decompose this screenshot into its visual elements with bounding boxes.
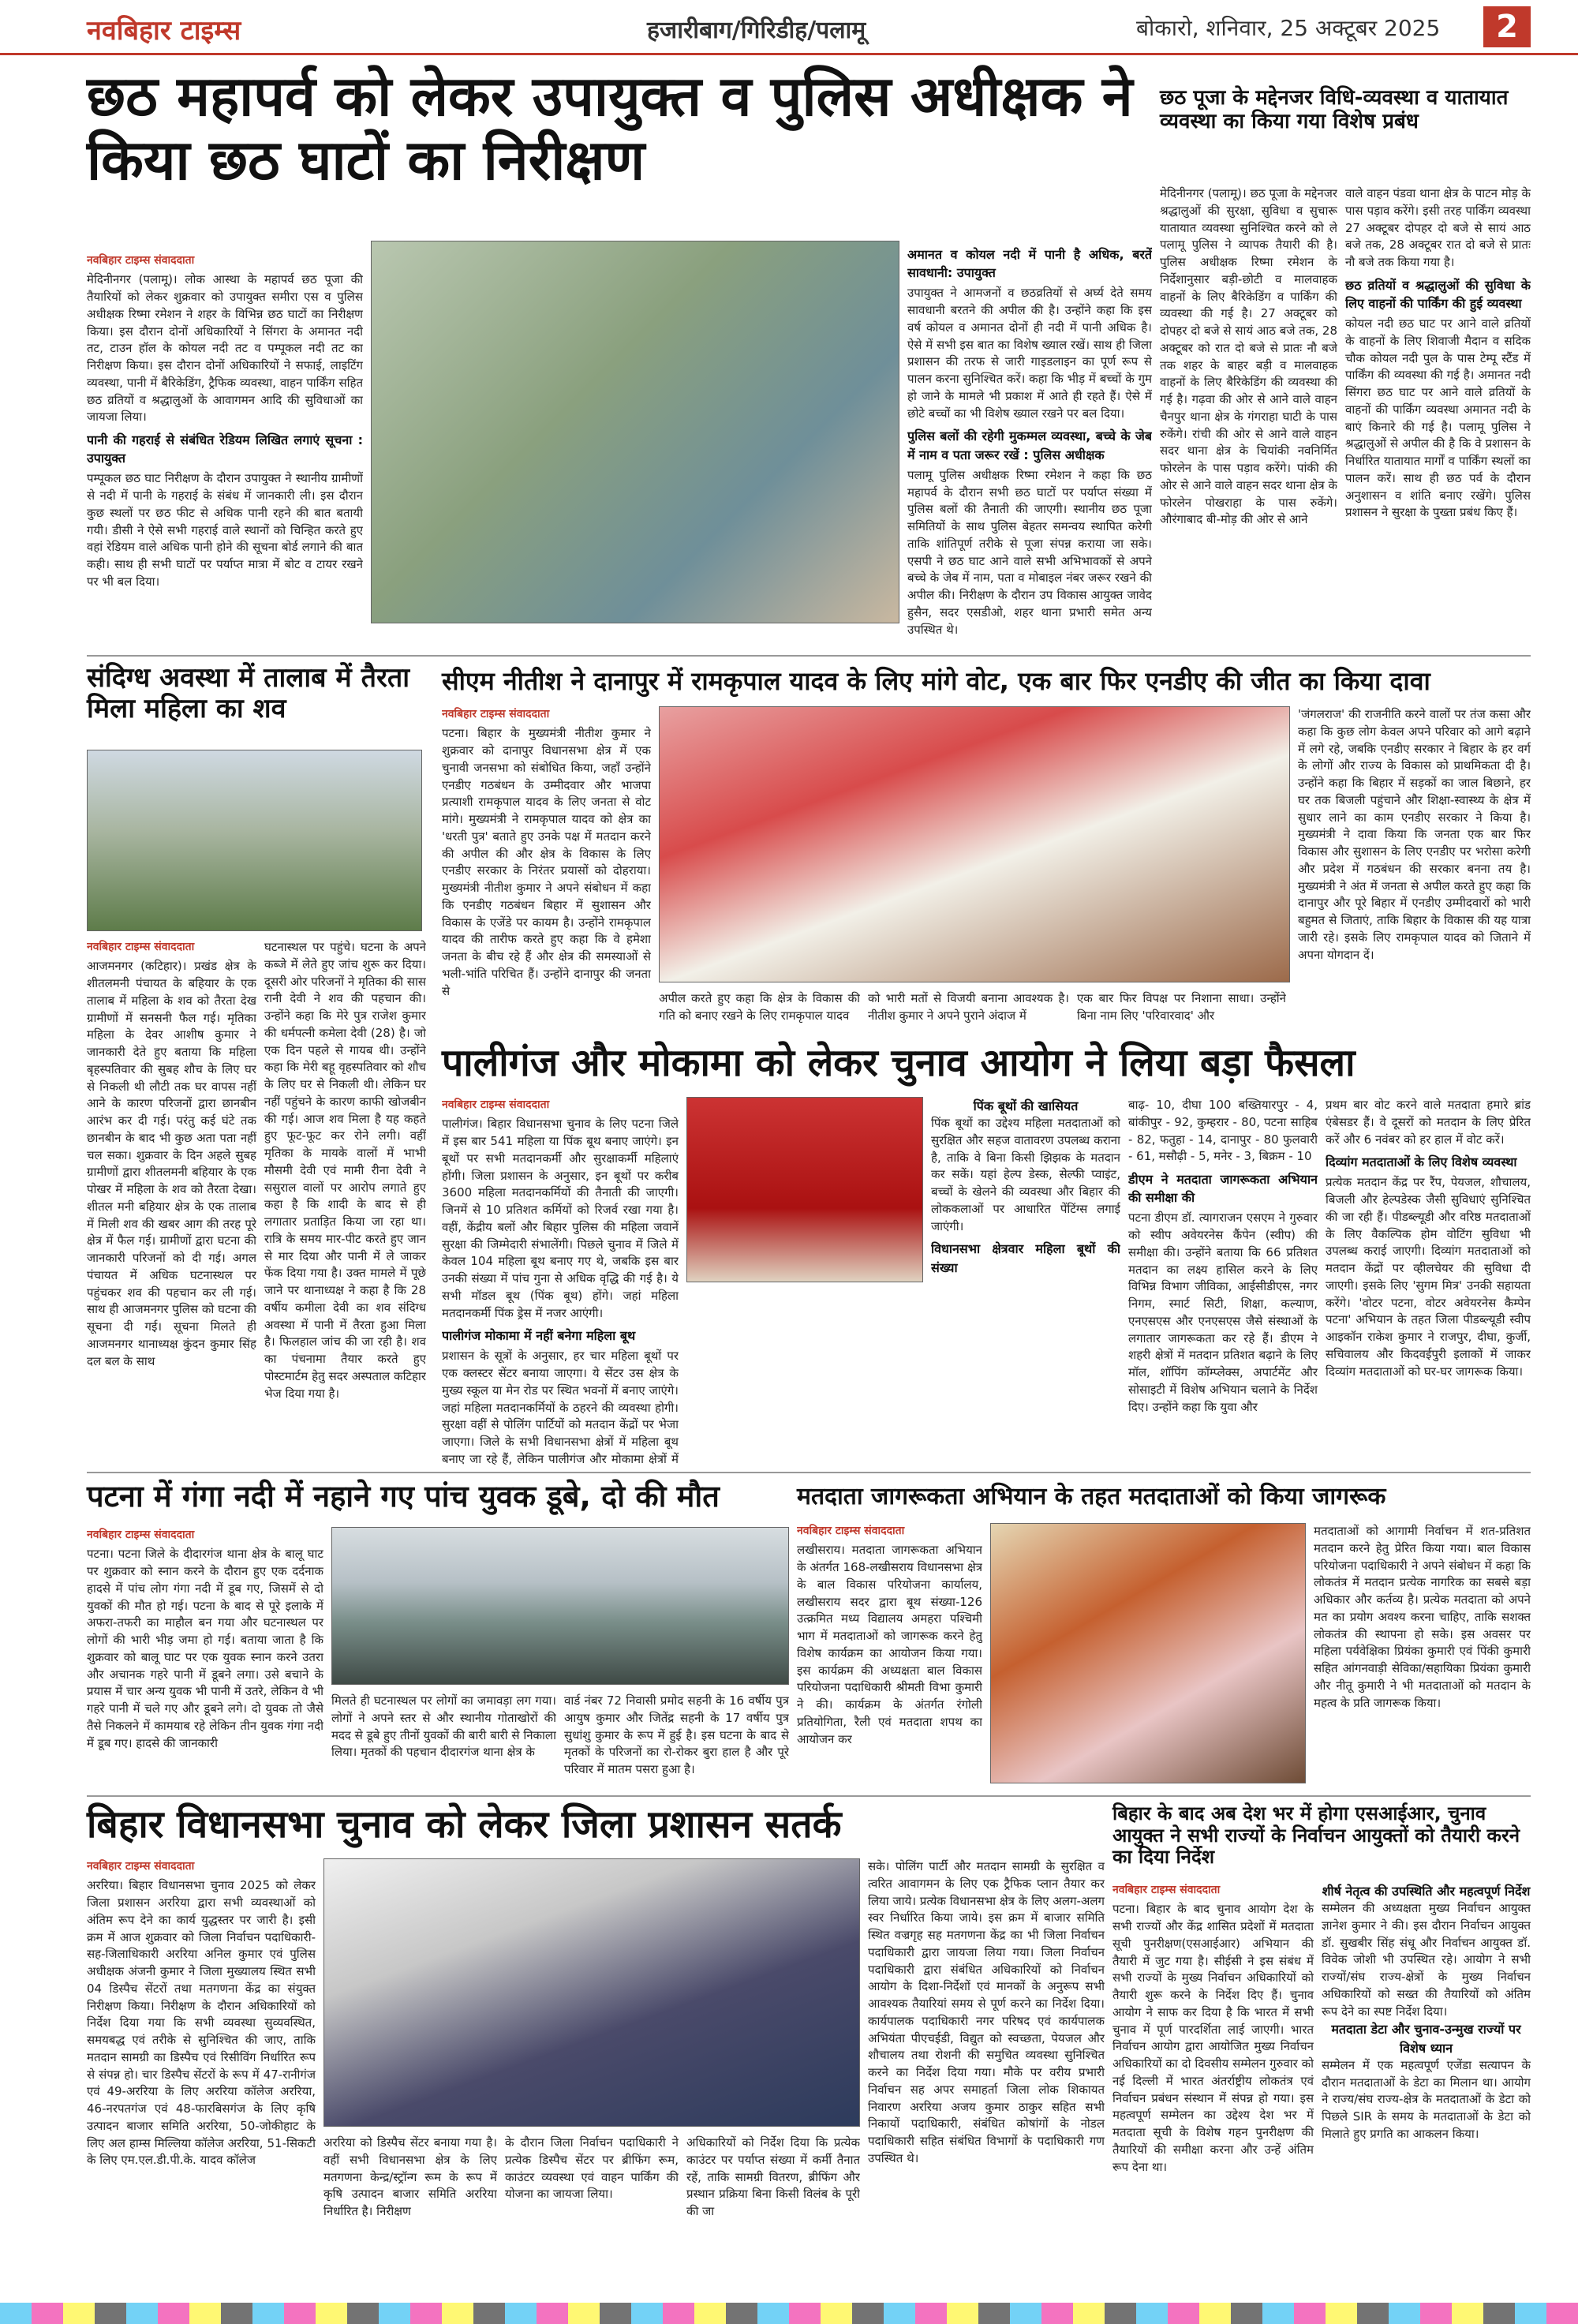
story5-body-5: पटना डीएम डॉ. त्यागराजन एसएम ने गुरुवार को स्वीप अवेयरनेस कैंपेन (स्वीप) की समीक्षा की। उन्होंने बताया कि 66 प्रतिशत मतदान का लक्ष्य हासिल करने के लिए विभिन्न विभाग जीविका, आईसीडीएस, नगर निगम, स्मार्ट सिटी, शिक्षा, कल्याण, एनएसएस और एनएसएस जैसे संस्थाओं के लगातार जागरूकता कर रहे हैं। डीएम ने शहरी क्षेत्रों में मतदान प्रतिशत बढ़ाने के लिए मॉल, शॉपिंग कॉम्प्लेक्स, अपार्टमेंट और सोसाइटी में विशेष अभियान चलाने के निर्देश दिए। उन्होंने कहा कि युवा और bbox=[1128, 1211, 1318, 1414]
story8-caption-col-1 bbox=[323, 2135, 497, 2288]
story5-subhead-5: दिव्यांग मतदाताओं के लिए विशेष व्यवस्था bbox=[1326, 1155, 1517, 1170]
story5-body-4: बाढ़- 10, दीघा 100 बख्तियारपुर - 4, बांकीपुर - 92, कुम्हरार - 80, पटना साहिब - 82, फतुहा - 14, दानापुर - 80 फुलवारी - 61, मसौढ़ी - 5, मनेर - 3, बिक्रम - 10 bbox=[1128, 1098, 1318, 1164]
story5-photo bbox=[686, 1097, 923, 1282]
story8-photo bbox=[323, 1858, 860, 2127]
story6-body-2: मिलते ही घटनास्थल पर लोगों का जमावड़ा लग गया। लोगों ने अपने स्तर से और स्थानीय गोताखोरों की मदद से डूबे हुए तीनों युवकों की बारी बारी से निकाला लिया। मृतकों की पहचान दीदारगंज थाना क्षेत्र के bbox=[331, 1693, 556, 1760]
story6-headline: पटना में गंगा नदी में नहाने गए पांच युवक डूबे, दो की मौत bbox=[87, 1479, 720, 1514]
story5-byline: नवबिहार टाइम्स संवाददाता bbox=[442, 1098, 550, 1111]
story3-column-1 bbox=[87, 939, 256, 1468]
story5-body-2: प्रशासन के सूत्रों के अनुसार, हर चार महिला बूथों पर एक क्लस्टर सेंटर बनाया जाएगा। ये सेंटर उस क्षेत्र के मुख्य स्कूल या मेन रोड पर स्थित भवनों में बनाए जाएंगे। जहां महिला मतदानकर्मियों के ठहरने की व्यवस्था होगी। सुरक्षा वहीं से पोलिंग पार्टियों को मतदान केंद्रों पर भेजा जाएगा। जिले के सभी विधानसभा क्षेत्रों में महिला बूथ बनाए जा रहे हैं, लेकिन पालीगंज और मोकामा क्षेत्रों में bbox=[442, 1349, 679, 1466]
story9-byline: नवबिहार टाइम्स संवाददाता bbox=[1112, 1884, 1221, 1896]
story1-byline: नवबिहार टाइम्स संवाददाता bbox=[87, 254, 195, 267]
story7-column-1 bbox=[797, 1523, 982, 1791]
story1-photo bbox=[371, 241, 899, 623]
story1-body-4: पलामू पुलिस अधीक्षक रिष्मा रमेशन ने कहा कि छठ महापर्व के दौरान सभी छठ घाटों पर पर्याप्त संख्या में पुलिस बलों की तैनाती की जाएगी। स्थानीय छठ पूजा समितियों के साथ पुलिस बेहतर समन्वय स्थापित करेगी ताकि शांतिपूर्ण तरीके से पूजा संपन्न कराया जा सके। एसपी ने छठ घाट आने वाले सभी अभिभावकों से अपने बच्चे के जेब में नाम, पता व मोबाइल नंबर जरूर रखने की अपील की। निरीक्षण के दौरान उप विकास आयुक्त जावेद हुसैन, सदर एसडीओ, शहर थाना प्रभारी समेत अन्य उपस्थित थे। bbox=[907, 467, 1152, 637]
story8-caption-col-2 bbox=[505, 2135, 679, 2288]
story2-body-1: मेदिनीनगर (पलामू)। छठ पूजा के मद्देनजर श्रद्धालुओं की सुरक्षा, सुविधा व सुचारू यातायात व्यवस्था सुनिश्चित करने को ले पलामू पुलिस ने व्यापक तैयारी की है। पुलिस अधीक्षक रिष्मा रमेशन के निर्देशानुसार बड़ी-छोटी व मालवाहक वाहनों के लिए बैरिकेडिंग व पार्किंग की व्यवस्था की गई है। 27 अक्टूबर को दोपहर दो बजे से सायं आठ बजे तक, 28 अक्टूबर को रात दो बजे से प्रातः नौ बजे तक शहर के बाहर बड़ी व मालवाहक वाहनों के लिए बैरिकेडिंग की व्यवस्था की गई है। गढ़वा की ओर से आने वाले वाहन चैनपुर थाना क्षेत्र के गंगराहा घाटी के पास रुकेंगे। रांची की ओर से आने वाले वाहन सदर थाना क्षेत्र के चियांकी नवनिर्मित फोरलेन के पास पड़ाव करेंगे। पांकी की ओर से आने वाले वाहन सदर थाना क्षेत्र के फोरलेन पोखराहा के पास रुकेंगे। औरंगाबाद बी-मोड़ की ओर से आने bbox=[1160, 186, 1337, 527]
story1-subhead-3: पुलिस बलों की रहेगी मुकम्मल व्यवस्था, बच्चे के जेब में नाम व पता जरूर रखें : पुलिस अधीक्षक bbox=[907, 428, 1152, 462]
story4-caption-1: अपील करते हुए कहा कि क्षेत्र के विकास की गति को बनाए रखने के लिए रामकृपाल यादव bbox=[659, 991, 860, 1023]
story1-subhead-1: पानी की गहराई से संबंधित रेडियम लिखित लगाएं सूचना : उपायुक्त bbox=[87, 432, 363, 466]
story3-headline: संदिग्ध अवस्था में तालाब में तैरता मिला महिला का शव bbox=[87, 662, 410, 725]
story7-byline: नवबिहार टाइम्स संवाददाता bbox=[797, 1525, 905, 1537]
story4-body-1: पटना। बिहार के मुख्यमंत्री नीतीश कुमार ने शुक्रवार को दानापुर विधानसभा क्षेत्र में एक चुनावी जनसभा को संबोधित किया, जहाँ उन्होंने एनडीए गठबंधन के उम्मीदवार और भाजपा प्रत्याशी रामकृपाल यादव के लिए जनता से वोट मांगे। मुख्यमंत्री ने रामकृपाल यादव को क्षेत्र का 'धरती पुत्र' बताते हुए उनके पक्ष में मतदान करने की अपील की और क्षेत्र के विकास के लिए एनडीए सरकार के निरंतर प्रयासों को दोहराया। मुख्यमंत्री नीतीश कुमार ने अपने संबोधन में कहा कि एनडीए गठबंधन बिहार में सुशासन और विकास के एजेंडे पर कायम है। उन्होंने रामकृपाल यादव की तारीफ करते हुए कहा कि वे हमेशा जनता के बीच रहे हैं और क्षेत्र की समस्याओं से भली-भांति परिचित हैं। उन्होंने दानापुर की जनता से bbox=[442, 726, 651, 998]
story1-body-2: पम्पूकल छठ घाट निरीक्षण के दौरान उपायुक्त ने स्थानीय ग्रामीणों से नदी में पानी के गहराई के संबंध में जानकारी ली। इस दौरान कुछ स्थलों पर छठ फीट से अधिक पानी रहने की बात बतायी गयी। डीसी ने ऐसे सभी गहराई वाले स्थानों को चिन्हित करते हुए वहां रेडियम वाले अधिक पानी होने की सूचना बोर्ड लगाने की बात कही। साथ ही सभी घाटों पर पर्याप्त मात्रा में बोट व टायर रखने पर भी बल दिया। bbox=[87, 471, 363, 589]
story9-column-2 bbox=[1322, 1882, 1531, 2288]
story3-body-1: आजमनगर (कटिहार)। प्रखंड क्षेत्र के शीतलमनी पंचायत के बहियार के एक तालाब में महिला के शव को तैरता देख ग्रामीणों में सनसनी फैल गई। मृतिका महिला के देवर आशीष कुमार ने जानकारी देते हुए बताया कि महिला बृहस्पतिवार की सुबह शौच के लिए घर से निकली थी लौटी तक घर वापस नहीं आने के कारण परिजनों द्वारा छानबीन आरंभ कर दी गई। परंतु कई घंटे तक छानबीन के बाद भी कुछ अता पता नहीं चल सका। शुक्रवार के दिन अहले सुबह ग्रामीणों द्वारा शीतलमनी बहियार के एक पोखर में महिला के शव को तैरता देखा। शीतल मनी बहियार क्षेत्र के एक तालाब में मिली शव की खबर आग की तरह पूरे क्षेत्र में फैल गई। ग्रामीणों द्वारा घटना की जानकारी परिजनों को दी गई। अगल पंचायत में अधिक घटनास्थल पर पहुंचकर शव की पहचान कर ली गई। साथ ही आजमनगर पुलिस को घटना की सूचना दी गई। सूचना मिलते ही आजमनगर थानाध्यक्ष कुंदन कुमार सिंह दल बल के साथ bbox=[87, 959, 256, 1368]
story7-body-1: लखीसराय। मतदाता जागरूकता अभियान के अंतर्गत 168-लखीसराय विधानसभा क्षेत्र के बाल विकास परियोजना कार्यालय, लखीसराय सदर द्वारा बूथ संख्या-126 उत्क्रमित मध्य विद्यालय अमहरा पश्चिमी भाग में मतदाताओं को जागरूक करने हेतु विशेष कार्यक्रम का आयोजन किया गया। इस कार्यक्रम की अध्यक्षता बाल विकास परियोजना पदाधिकारी श्रीमती विभा कुमारी ने की। कार्यक्रम के अंतर्गत रंगोली प्रतियोगिता, रैली एवं मतदाता शपथ का आयोजन कर bbox=[797, 1543, 982, 1746]
story8-byline: नवबिहार टाइम्स संवाददाता bbox=[87, 1860, 195, 1873]
story8-caption-col-3 bbox=[686, 2135, 860, 2288]
story9-body-3: सम्मेलन में एक महत्वपूर्ण एजेंडा सत्यापन के दौरान मतदाताओं के डेटा का मिलान था। आयोग ने राज्य/संघ राज्य-क्षेत्र के मतदाताओं के डेटा को पिछले SIR के समय के मतदाताओं के डेटा को मिलाते हुए प्रगति का आकलन किया। bbox=[1322, 2057, 1531, 2141]
story5-subhead-3: विधानसभा क्षेत्रवार महिला बूथों की संख्या bbox=[931, 1241, 1120, 1275]
story9-column-1 bbox=[1112, 1882, 1314, 2288]
rule-1 bbox=[87, 655, 1531, 657]
story6-byline: नवबिहार टाइम्स संवाददाता bbox=[87, 1529, 195, 1541]
edition-date: बोकारो, शनिवार, 25 अक्टूबर 2025 bbox=[1136, 15, 1441, 41]
story3-photo bbox=[87, 750, 422, 931]
story7-headline: मतदाता जागरूकता अभियान के तहत मतदाताओं को किया जागरूक bbox=[797, 1483, 1386, 1510]
story5-headline: पालीगंज और मोकामा को लेकर चुनाव आयोग ने लिया बड़ा फैसला bbox=[442, 1041, 1356, 1085]
story5-body-6: प्रथम बार वोट करने वाले मतदाता हमारे ब्रांड एंबेसडर हैं। वे दूसरों को मतदान के लिए प्रेरित करें और 6 नवंबर को हर हाल में वोट करें। bbox=[1326, 1098, 1531, 1147]
story4-body-2: 'जंगलराज' की राजनीति करने वालों पर तंज कसा और कहा कि कुछ लोग केवल अपने परिवार को आगे बढ़ाने में लगे रहे, जबकि एनडीए सरकार ने बिहार के हर वर्ग के लोगों और राज्य के विकास को प्राथमिकता दी है। उन्होंने कहा कि बिहार में सड़कों का जाल बिछाने, हर घर तक बिजली पहुंचाने और शिक्षा-स्वास्थ्य के क्षेत्र में सुधार लाने का काम एनडीए सरकार ने किया है। मुख्यमंत्री ने दावा किया कि जनता एक बार फिर विकास और सुशासन के लिए एनडीए पर भरोसा करेगी और प्रदेश में गठबंधन की सरकार बनना तय है। मुख्यमंत्री ने अंत में जनता से अपील करते हुए कहा कि दानापुर और पूरे बिहार में एनडीए उम्मीदवारों को भारी बहुमत से जिताएं, ताकि बिहार के विकास की यह यात्रा जारी रहे। इसके लिए रामकृपाल यादव को जिताने में अपना योगदान दें। bbox=[1298, 707, 1531, 962]
story8-column-2 bbox=[868, 1858, 1105, 2288]
story6-body-3: वार्ड नंबर 72 निवासी प्रमोद सहनी के 16 वर्षीय पुत्र आयुष कुमार और जितेंद्र सहनी के 17 वर्षीय पुत्र सुधांशु कुमार के रूप में हुई है। इस घटना के बाद से मृतकों के परिजनों का रो-रोकर बुरा हाल है और पूरे परिवार में मातम पसरा हुआ है। bbox=[564, 1693, 789, 1776]
story3-column-2 bbox=[264, 939, 426, 1468]
story1-headline: छठ महापर्व को लेकर उपायुक्त व पुलिस अधीक्षक ने किया छठ घाटों का निरीक्षण bbox=[87, 64, 1133, 193]
edition-region: हजारीबाग/गिरिडीह/पलामू bbox=[647, 17, 866, 44]
story5-subhead-1: पालीगंज मोकामा में नहीं बनेगा महिला बूथ bbox=[442, 1328, 636, 1344]
story2-column-2 bbox=[1345, 185, 1531, 651]
story6-photo bbox=[331, 1527, 789, 1685]
rule-4 bbox=[87, 1795, 1531, 1797]
story5-subhead-2: पिंक बूथों की खासियत bbox=[973, 1098, 1079, 1113]
story8-headline: बिहार विधानसभा चुनाव को लेकर जिला प्रशासन सतर्क bbox=[87, 1802, 842, 1847]
story7-photo bbox=[990, 1523, 1306, 1783]
story3-byline: नवबिहार टाइम्स संवाददाता bbox=[87, 941, 195, 953]
story4-caption-2: को भारी मतों से विजयी बनाना आवश्यक है। नीतीश कुमार ने अपने पुराने अंदाज में bbox=[868, 991, 1069, 1023]
story8-body-2: सके। पोलिंग पार्टी और मतदान सामग्री के सुरक्षित व त्वरित आवागमन के लिए एक ट्रैफिक प्लान तैयार कर लिया जाये। प्रत्येक विधानसभा क्षेत्र के लिए अलग-अलग स्वर निर्धारित किया जाये। इस क्रम में बाजार समिति स्थित वज्रगृह सह मतगणना केंद्र का भी जिला निर्वाचन पदाधिकारी द्वारा जायजा लिया गया। जिला निर्वाचन पदाधिकारी द्वारा संबंधित अधिकारियों को निर्वाचन आयोग के दिशा-निर्देशों एवं मानकों के अनुरूप सभी आवश्यक तैयारियां समय से पूर्ण करने का निर्देश दिया। कार्यपालक पदाधिकारी नगर परिषद एवं कार्यपालक अभियंता पीएचईडी, विद्युत को स्वच्छता, पेयजल और शौचालय तथा रोशनी की समुचित व्यवस्था सुनिश्चित करने का निर्देश दिया गया। मौके पर वरीय प्रभारी निर्वाचन सह अपर समाहर्ता जिला लोक शिकायत निवारण अररिया अजय कुमार ठाकुर सहित सभी निकायों पदाधिकारी, संबंधित कोषांगों के नोडल पदाधिकारी सहित संबंधित विभागों के पदाधिकारी गण उपस्थित थे। bbox=[868, 1859, 1105, 2165]
story5-column-2 bbox=[931, 1097, 1120, 1468]
story9-headline: बिहार के बाद अब देश भर में होगा एसआईआर, चुनाव आयुक्त ने सभी राज्यों के निर्वाचन आयुक्तों को तैयारी करने का दिया निर्देश bbox=[1112, 1802, 1520, 1869]
story7-column-2 bbox=[1314, 1523, 1531, 1791]
story8-body-1: अररिया। बिहार विधानसभा चुनाव 2025 को लेकर जिला प्रशासन अररिया द्वारा सभी व्यवस्थाओं को अंतिम रूप देने का कार्य युद्धस्तर पर जारी है। इसी क्रम में आज शुक्रवार को जिला निर्वाचन पदाधिकारी-सह-जिलाधिकारी अररिया अनिल कुमार एवं पुलिस अधीक्षक अंजनी कुमार ने जिला मुख्यालय स्थित सभी 04 डिस्पैच सेंटरों तथा मतगणना केंद्र का संयुक्त निरीक्षण किया। निरीक्षण के दौरान अधिकारियों को निर्देश दिया गया कि सभी व्यवस्था सुव्यवस्थित, समयबद्ध एवं तरीके से सुनिश्चित की जाए, ताकि मतदान सामग्री का डिस्पैच एवं रिसीविंग निर्धारित रूप से संपन्न हो। चार डिस्पैच सेंटरों के रूप में 47-रानीगंज एवं 49-अररिया के लिए अररिया कॉलेज अररिया, 46-नरपतगंज एवं 48-फारबिसगंज के लिए कृषि उत्पादन बाजार समिति अररिया, 50-जोकीहाट के लिए अल हाम्स मिल्लिया कॉलेज अररिया, 51-सिकटी के लिए एम.एल.डी.पी.के. यादव कॉलेज bbox=[87, 1878, 316, 2168]
story2-headline: छठ पूजा के मद्देनजर विधि-व्यवस्था व यातायात व्यवस्था का किया गया विशेष प्रबंध bbox=[1160, 86, 1509, 133]
story9-subhead-1: शीर्ष नेतृत्व की उपस्थिति और महत्वपूर्ण निर्देश bbox=[1322, 1884, 1531, 1899]
story5-subhead-4: डीएम ने मतदाता जागरूकता अभियान की समीक्षा की bbox=[1128, 1172, 1318, 1206]
story5-column-1 bbox=[442, 1097, 679, 1468]
story9-body-2: सम्मेलन की अध्यक्षता मुख्य निर्वाचन आयुक्त ज्ञानेश कुमार ने की। इस दौरान निर्वाचन आयुक्त डॉ. सुखबीर सिंह संधू और निर्वाचन आयुक्त डॉ. विवेक जोशी भी उपस्थित रहे। आयोग ने सभी राज्यों/संघ राज्य-क्षेत्रों के मुख्य निर्वाचन अधिकारियों को सख्त की तैयारियों को अंतिम रूप देने का स्पष्ट निर्देश दिया। bbox=[1322, 1901, 1531, 2019]
story2-body-2: वाले वाहन पंडवा थाना क्षेत्र के पाटन मोड़ के पास पड़ाव करेंगे। इसी तरह पार्किंग व्यवस्था 27 अक्टूबर दोपहर दो बजे से सायं आठ बजे तक, 28 अक्टूबर रात दो बजे से प्रातः नौ बजे तक किया गया है। bbox=[1345, 186, 1531, 269]
story2-subhead: छठ व्रतियों व श्रद्धालुओं की सुविधा के लिए वाहनों की पार्किंग की हुई व्यवस्था bbox=[1345, 277, 1531, 311]
story5-body-7: प्रत्येक मतदान केंद्र पर रैंप, पेयजल, शौचालय, बिजली और हेल्पडेस्क जैसी सुविधाएं सुनिश्चित की जा रही हैं। पीडब्ल्यूडी और वरिष्ठ मतदाताओं के लिए वैकल्पिक होम वोटिंग सुविधा भी उपलब्ध कराई जाएगी। दिव्यांग मतदाताओं को मतदान केंद्रों पर व्हीलचेयर की सुविधा दी जाएगी। इसके लिए 'सुगम मित्र' उनकी सहायता करेंगे। 'वोटर पटना, वोटर अवेयरनेस कैम्पेन पटना' अभियान के तहत जिला पीडब्ल्यूडी स्वीप आइकॉन राकेश कुमार ने राजपुर, दीघा, कुर्जी, सचिवालय और किदवईपुरी इलाकों में जाकर दिव्यांग मतदाताओं को घर-घर जागरूक किया। bbox=[1326, 1175, 1531, 1379]
story8-column-1 bbox=[87, 1858, 316, 2288]
story8-caption-3: अधिकारियों को निर्देश दिया कि प्रत्येक काउंटर पर पर्याप्त संख्या में कर्मी तैनात रहें, ताकि सामग्री वितरण, ब्रीफिंग और प्रस्थान प्रक्रिया बिना किसी विलंब के पूरी की जा bbox=[686, 2135, 860, 2218]
story2-body-3: कोयल नदी छठ घाट पर आने वाले व्रतियों के वाहनों के लिए शिवाजी मैदान व सदिक चौक कोयल नदी पुल के पास टेम्पू स्टैंड में पार्किंग की व्यवस्था की गई है। अमानत नदी सिंगरा छठ घाट पर आने वाले व्रतियों के वाहनों की पार्किंग व्यवस्था अमानत नदी के बाएं किनारे की गई है। पलामू पुलिस ने श्रद्धालुओं से अपील की है कि वे प्रशासन के निर्धारित यातायात मार्गों व पार्किंग स्थलों का पालन करें। साथ ही छठ पर्व के दौरान अनुशासन व शांति बनाए रखेंगे। पुलिस प्रशासन ने सुरक्षा के पुख्ता प्रबंध किए हैं। bbox=[1345, 316, 1531, 520]
story5-body-1: पालीगंज। बिहार विधानसभा चुनाव के लिए पटना जिले में इस बार 541 महिला या पिंक बूथ बनाए जाएंगे। इन बूथों पर सभी मतदानकर्मी और सुरक्षाकर्मी महिलाएं होंगी। जिला प्रशासन के अनुसार, इन बूथों पर करीब 3600 महिला मतदानकर्मियों की तैनाती की जाएगी। जिनमें से 10 प्रतिशत कर्मियों को रिजर्व रखा गया है। वहीं, केंद्रीय बलों और बिहार पुलिस की महिला जवानें सुरक्षा की जिम्मेदारी संभालेंगी। पिछले चुनाव में जिले में केवल 104 महिला बूथ बनाए गए थे, जबकि इस बार उनकी संख्या में पांच गुना से अधिक वृद्धि की गई है। ये सभी मॉडल बूथ (पिंक बूथ) होंगे। जहां महिला मतदानकर्मी पिंक ड्रेस में नजर आएंगी। bbox=[442, 1117, 679, 1320]
story1-column-2 bbox=[907, 241, 1152, 651]
story3-body-2: घटनास्थल पर पहुंचे। घटना के अपने कब्जे में लेते हुए जांच शुरू कर दिया। दूसरी ओर परिजनों ने मृतिका की सास रानी देवी ने शव की पहचान की। उन्होंने कहा कि मेरे पुत्र राजेश कुमार की धर्मपत्नी कमेला देवी (28) है। जो एक दिन पहले से गायब थी। उन्होंने कहा कि मेरी बहू वृहस्पतिवार को शौच के लिए घर से निकली थी। लेकिन घर नहीं पहुंचने के कारण काफी खोजबीन की गई। आज शव मिला है यह कहते हुए फूट-फूट कर रोने लगी। वहीं मृतिका के मायके वालों में भाभी मौसमी देवी एवं मामी रीना देवी ने ससुराल वालों पर आरोप लगाते हुए कहा है कि शादी के बाद से ही लगातार प्रताड़ित किया जा रहा था। रात्रि के समय मार-पीट करते हुए जान से मार दिया और पानी में ले जाकर फेंक दिया गया है। उक्त मामले में पूछे जाने पर थानाध्यक्ष ने कहा है कि 28 वर्षीय कमीला देवी का शव संदिग्ध अवस्था में पानी में तैरता हुआ मिला है। फिलहाल जांच की जा रही है। शव का पंचनामा तैयार करते हुए पोस्टमार्टम हेतु सदर अस्पताल कटिहार भेज दिया गया है। bbox=[264, 940, 426, 1401]
story1-column-1 bbox=[87, 253, 363, 647]
story6-column-3 bbox=[564, 1693, 789, 1791]
newspaper-brand: नवबिहार टाइम्स bbox=[87, 15, 241, 47]
story4-headline: सीएम नीतीश ने दानापुर में रामकृपाल यादव के लिए मांगे वोट, एक बार फिर एनडीए की जीत का किया दावा bbox=[442, 666, 1430, 696]
story8-caption-1: अररिया को डिस्पैच सेंटर बनाया गया है। वहीं सभी विधानसभा क्षेत्र के लिए मतगणना केन्द्र/स्ट्रॉन्ग रूम के रूप में कृषि उत्पादन बाजार समिति अररिया निर्धारित है। निरीक्षण bbox=[323, 2135, 497, 2218]
story2-column-1 bbox=[1160, 185, 1337, 651]
page-number: 2 bbox=[1483, 6, 1531, 47]
story7-body-2: मतदाताओं को आगामी निर्वाचन में शत-प्रतिशत मतदान करने हेतु प्रेरित किया गया। बाल विकास परियोजना पदाधिकारी ने अपने संबोधन में कहा कि लोकतंत्र में मतदान प्रत्येक नागरिक का सबसे बड़ा अधिकार और कर्तव्य है। प्रत्येक मतदाता को अपने मत का प्रयोग अवश्य करना चाहिए, ताकि सशक्त लोकतंत्र की स्थापना हो सके। इस अवसर पर महिला पर्यवेक्षिका प्रियंका कुमारी एवं पिंकी कुमारी सहित आंगनवाड़ी सेविका/सहायिका प्रियंका कुमारी और नीतू कुमारी ने भी मतदाताओं को मतदान के महत्व के प्रति जागरूक किया। bbox=[1314, 1524, 1531, 1710]
story4-photo bbox=[659, 706, 1290, 982]
rule-3 bbox=[87, 1472, 1531, 1473]
print-color-strip bbox=[0, 2303, 1578, 2324]
story4-byline: नवबिहार टाइम्स संवाददाता bbox=[442, 708, 550, 720]
story5-column-3 bbox=[1128, 1097, 1318, 1468]
story1-subhead-2: अमानत व कोयल नदी में पानी है अधिक, बरतें सावधानी: उपायुक्त bbox=[907, 247, 1152, 281]
story5-body-3: पिंक बूथों का उद्देश्य महिला मतदाताओं को सुरक्षित और सहज वातावरण उपलब्ध कराना है, ताकि वे बिना किसी झिझक के मतदान कर सकें। यहां हेल्प डेस्क, सेल्फी प्वाइंट, बच्चों के खेलने की व्यवस्था और बिहार की लोककलाओं पर आधारित पेंटिंग्स लगाई जाएंगी। bbox=[931, 1116, 1120, 1233]
story1-body-1: मेदिनीनगर (पलामू)। लोक आस्था के महापर्व छठ पूजा की तैयारियों को लेकर शुक्रवार को उपायुक्त समीरा एस व पुलिस अधीक्षक रिष्मा रमेशन ने शहर के विभिन्न छठ घाटों का निरीक्षण किया। इस दौरान दोनों अधिकारियों ने सिंगरा के अमानत नदी तट, टाउन हॉल के कोयल नदी तट व पम्पूकल नदी तट का निरीक्षण किया। इस दौरान दोनों अधिकारियों ने सफाई, लाइटिंग व्यवस्था, पानी में बैरिकेडिंग, ट्रैफिक व्यवस्था, वाहन पार्किंग सहित छठ व्रतियों व श्रद्धालुओं के आवागमन आदि की सुविधाओं का जायजा लिया। bbox=[87, 272, 363, 425]
story9-body-1: पटना। बिहार के बाद चुनाव आयोग देश के सभी राज्यों और केंद्र शासित प्रदेशों में मतदाता सूची पुनरीक्षण(एसआईआर) अभियान की तैयारी में जुट गया है। सीईसी ने इस संबंध में सभी राज्यों के मुख्य निर्वाचन अधिकारियों को तैयारी शुरू करने के निर्देश दिए हैं। चुनाव आयोग ने साफ कर दिया है कि भारत में सभी चुनाव में पूर्ण पारदर्शिता लाई जाएगी। भारत निर्वाचन आयोग द्वारा आयोजित मुख्य निर्वाचन अधिकारियों का दो दिवसीय सम्मेलन गुरुवार को नई दिल्ली में भारत अंतर्राष्ट्रीय लोकतंत्र एवं निर्वाचन प्रबंधन संस्थान में संपन्न हो गया। इस महत्वपूर्ण सम्मेलन का उद्देश्य देश भर में मतदाता सूची के विशेष गहन पुनरीक्षण की तैयारियों की समीक्षा करना और उन्हें अंतिम रूप देना था। bbox=[1112, 1902, 1314, 2174]
story6-column-1 bbox=[87, 1527, 323, 1787]
story4-caption-3: एक बार फिर विपक्ष पर निशाना साधा। उन्होंने बिना नाम लिए 'परिवारवाद' और bbox=[1077, 991, 1286, 1023]
story5-column-4 bbox=[1326, 1097, 1531, 1468]
story8-caption-2: के दौरान जिला निर्वाचन पदाधिकारी ने प्रत्येक डिस्पैच सेंटर पर ब्रीफिंग रूम, काउंटर व्यवस्था एवं वाहन पार्किंग की योजना का जायजा लिया। bbox=[505, 2135, 679, 2202]
story9-subhead-2: मतदाता डेटा और चुनाव-उन्मुख राज्यों पर विशेष ध्यान bbox=[1331, 2022, 1521, 2056]
story6-column-2 bbox=[331, 1693, 556, 1791]
story6-body-1: पटना। पटना जिले के दीदारगंज थाना क्षेत्र के बालू घाट पर शुक्रवार को स्नान करने के दौरान हुए एक दर्दनाक हादसे में पांच लोग गंगा नदी में डूब गए, जिसमें से दो युवकों की मौत हो गई। पटना के बाद से पूरे इलाके में अफरा-तफरी का माहौल बन गया और घटनास्थल पर लोगों की भारी भीड़ जमा हो गई। बताया जाता है कि शुक्रवार को बालू घाट पर एक युवक स्नान करने उतरा और अचानक गहरे पानी में डूबने लगा। उसे बचाने के प्रयास में चार अन्य युवक भी पानी में उतरे, लेकिन वे भी गहरे पानी में चले गए और डूबने लगे। दो युवक तो जैसे तैसे निकलने में कामयाब रहे लेकिन तीन युवक गंगा नदी में डूब गए। हादसे की जानकारी bbox=[87, 1547, 323, 1750]
story1-body-3: उपायुक्त ने आमजनों व छठव्रतियों से अर्घ्य देते समय सावधानी बरतने की अपील की है। उन्होंने कहा कि इस वर्ष कोयल व अमानत दोनों ही नदी में पानी अधिक है। ऐसे में सभी इस बात का विशेष ख्याल रखें। साथ ही जिला प्रशासन की तरफ से जारी गाइडलाइन का पूर्ण रूप से पालन करना सुनिश्चित करें। कहा कि भीड़ में बच्चों के गुम हो जाने के मामले भी प्रकाश में आते ही रहते हैं। ऐसे में छोटे बच्चों का भी विशेष ख्याल रखने पर बल दिया। bbox=[907, 286, 1152, 421]
